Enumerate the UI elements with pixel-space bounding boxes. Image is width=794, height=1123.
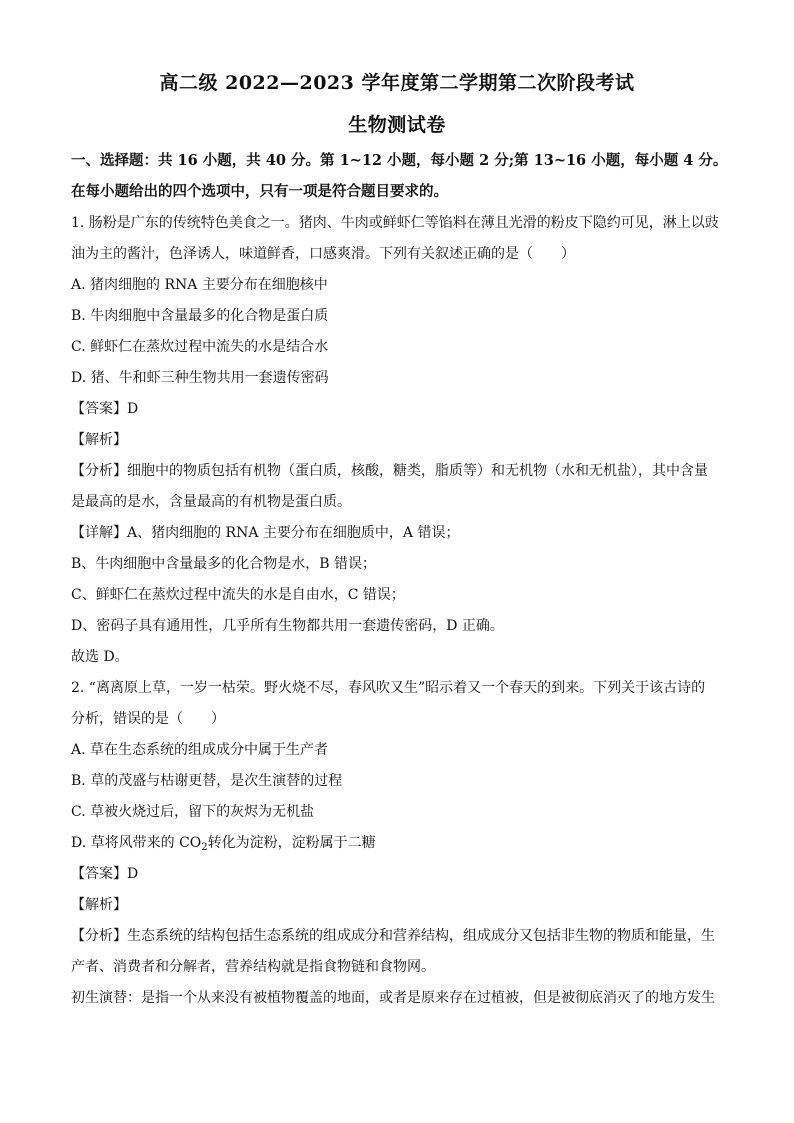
q2-fenxi-line1: 【分析】生态系统的结构包括生态系统的组成成分和营养结构，组成成分又包括非生物的物质和能量，生 (71, 928, 715, 944)
section-heading-line1: 一、选择题：共 16 小题，共 40 分。第 1~12 小题，每小题 2 分;第 13~16 小题，每小题 4 分。 (71, 152, 728, 169)
q2-option-d-prefix: D. 草将风带来的 CO (71, 835, 202, 851)
q2-stem-line1: 2. “离离原上草，一岁一枯荣。野火烧不尽，春风吹又生”昭示着又一个春天的到来。下列关于该古诗的 (71, 680, 706, 696)
q1-option-b: B. 牛肉细胞中含量最多的化合物是蛋白质 (71, 308, 329, 324)
exam-title: 高二级 2022—2023 学年度第二学期第二次阶段考试 (159, 72, 635, 94)
q2-option-b: B. 草的茂盛与枯谢更替，是次生演替的过程 (71, 773, 343, 789)
q2-option-d (71, 833, 731, 858)
section-heading-line2: 在每小题给出的四个选项中，只有一项是符合题目要求的。 (71, 183, 448, 200)
q1-detail-d: D、密码子具有通用性，几乎所有生物都共用一套遗传密码，D 正确。 (71, 618, 504, 634)
q1-stem-line2: 油为主的酱汁，色泽诱人，味道鲜香，口感爽滑。下列有关叙述正确的是（ ） (71, 246, 575, 262)
q2-analysis-label: 【解析】 (71, 897, 127, 913)
q1-fenxi-line2: 是最高的是水，含量最高的有机物是蛋白质。 (71, 494, 351, 510)
q2-stem-line2: 分析，错误的是（ ） (71, 711, 225, 727)
exam-subtitle: 生物测试卷 (348, 114, 446, 136)
q2-option-d-subscript: 2 (201, 842, 208, 853)
q1-fenxi-line1: 【分析】细胞中的物质包括有机物（蛋白质，核酸，糖类，脂质等）和无机物（水和无机盐），其中含量 (71, 463, 708, 479)
q2-answer: 【答案】D (71, 866, 139, 882)
q2-primary-succession: 初生演替：是指一个从来没有被植物覆盖的地面，或者是原来存在过植被，但是被彻底消灭了的地方发生 (71, 990, 715, 1006)
q2-fenxi-line2: 产者、消费者和分解者，营养结构就是指食物链和食物网。 (71, 959, 435, 975)
q1-answer: 【答案】D (71, 401, 139, 417)
q1-detail-c: C、鲜虾仁在蒸炊过程中流失的水是自由水，C 错误； (71, 587, 405, 603)
q1-conclusion: 故选 D。 (71, 649, 129, 665)
q1-analysis-label: 【解析】 (71, 432, 127, 448)
q1-option-a: A. 猪肉细胞的 RNA 主要分布在细胞核中 (71, 277, 328, 293)
q1-detail-b: B、牛肉细胞中含量最多的化合物是水，B 错误； (71, 556, 377, 572)
q1-option-c: C. 鲜虾仁在蒸炊过程中流失的水是结合水 (71, 339, 329, 355)
q2-option-a: A. 草在生态系统的组成成分中属于生产者 (71, 742, 329, 758)
q1-stem-line1: 1. 肠粉是广东的传统特色美食之一。猪肉、牛肉或鲜虾仁等馅料在薄且光滑的粉皮下隐约可见，淋上以豉 (71, 215, 719, 231)
q2-option-d-suffix: 转化为淀粉，淀粉属于二糖 (207, 835, 376, 851)
q2-option-c: C. 草被火烧过后，留下的灰烬为无机盐 (71, 804, 315, 820)
q1-detail-a: 【详解】A、猪肉细胞的 RNA 主要分布在细胞质中，A 错误； (71, 525, 460, 541)
q1-option-d: D. 猪、牛和虾三种生物共用一套遗传密码 (71, 370, 329, 386)
